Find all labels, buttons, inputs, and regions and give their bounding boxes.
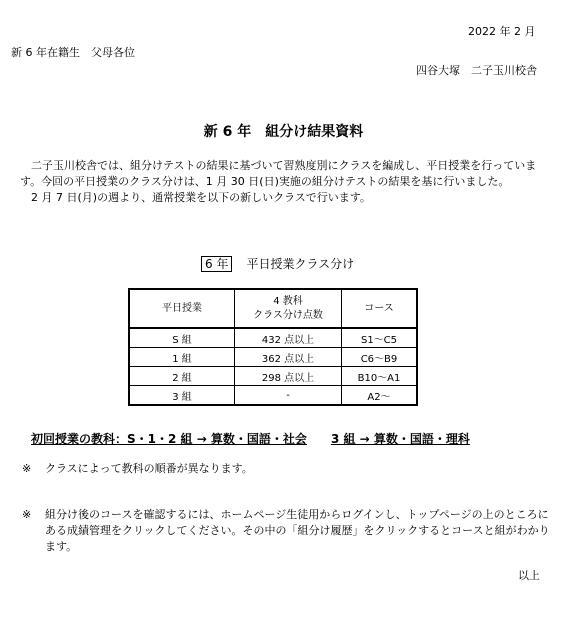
- score-cell: 298 点以上: [235, 367, 342, 386]
- score-cell: 432 点以上: [235, 328, 342, 348]
- note-class-order: [22, 461, 562, 477]
- course-cell: A2～: [342, 386, 418, 406]
- grade-box: 6 年: [201, 256, 232, 272]
- class-cell: 1 組: [129, 348, 235, 367]
- closing-word: 以上: [518, 569, 540, 582]
- document-date: 2022 年 2 月: [468, 25, 536, 38]
- table-row: [129, 328, 417, 348]
- course-cell: S1～C5: [342, 328, 418, 348]
- class-cell: 2 組: [129, 367, 235, 386]
- class-table: [128, 288, 418, 406]
- note-course-check: [22, 507, 562, 557]
- course-cell: B10～A1: [342, 367, 418, 386]
- header-class: 平日授業: [129, 289, 235, 328]
- note-mark: ※: [22, 462, 32, 475]
- header-score-line2: クラス分け点数: [253, 309, 323, 321]
- header-score: [235, 289, 342, 328]
- header-score-line1: 4 教科: [273, 295, 303, 307]
- page-title: 新 6 年 組分け結果資料: [203, 124, 364, 140]
- note-mark: ※: [22, 508, 32, 521]
- note-text: クラスによって教科の順番が異なります。: [45, 462, 253, 475]
- header-course: コース: [342, 289, 418, 328]
- course-cell: C6～B9: [342, 348, 418, 367]
- table-row: [129, 367, 417, 386]
- intro-text: [20, 158, 540, 206]
- intro-paragraph-1: 二子玉川校舎では、組分けテストの結果に基づいて習熟度別にクラスを編成し、平日授業を行っています。今回の平日授業のクラス分けは、1 月 30 日(日)実施の組分けテストの結果を基に行いました。: [20, 159, 537, 188]
- table-row: [129, 386, 417, 406]
- score-cell: -: [235, 386, 342, 406]
- sender-line: 四谷大塚 二子玉川校舎: [416, 64, 537, 77]
- class-cell: S 組: [129, 328, 235, 348]
- section-heading-text: 平日授業クラス分け: [246, 257, 355, 271]
- first-lesson-part1: 初回授業の教科：S・1・2 組 → 算数・国語・社会: [31, 432, 307, 446]
- first-lesson-part2: 3 組 → 算数・国語・理科: [330, 432, 470, 446]
- section-heading: [201, 255, 354, 272]
- score-cell: 362 点以上: [235, 348, 342, 367]
- intro-paragraph-2: 2 月 7 日(月)の週より、通常授業を以下の新しいクラスで行います。: [31, 191, 371, 204]
- first-lesson-subjects: [31, 430, 470, 447]
- class-cell: 3 組: [129, 386, 235, 406]
- recipient-line: 新 6 年在籍生 父母各位: [11, 46, 135, 59]
- table-row: [129, 348, 417, 367]
- note-text: 組分け後のコースを確認するには、ホームページ生徒用からログインし、トップページの上のところにある成績管理をクリックしてください。その中の「組分け履歴」をクリックするとコースと組がわかります。: [45, 508, 550, 553]
